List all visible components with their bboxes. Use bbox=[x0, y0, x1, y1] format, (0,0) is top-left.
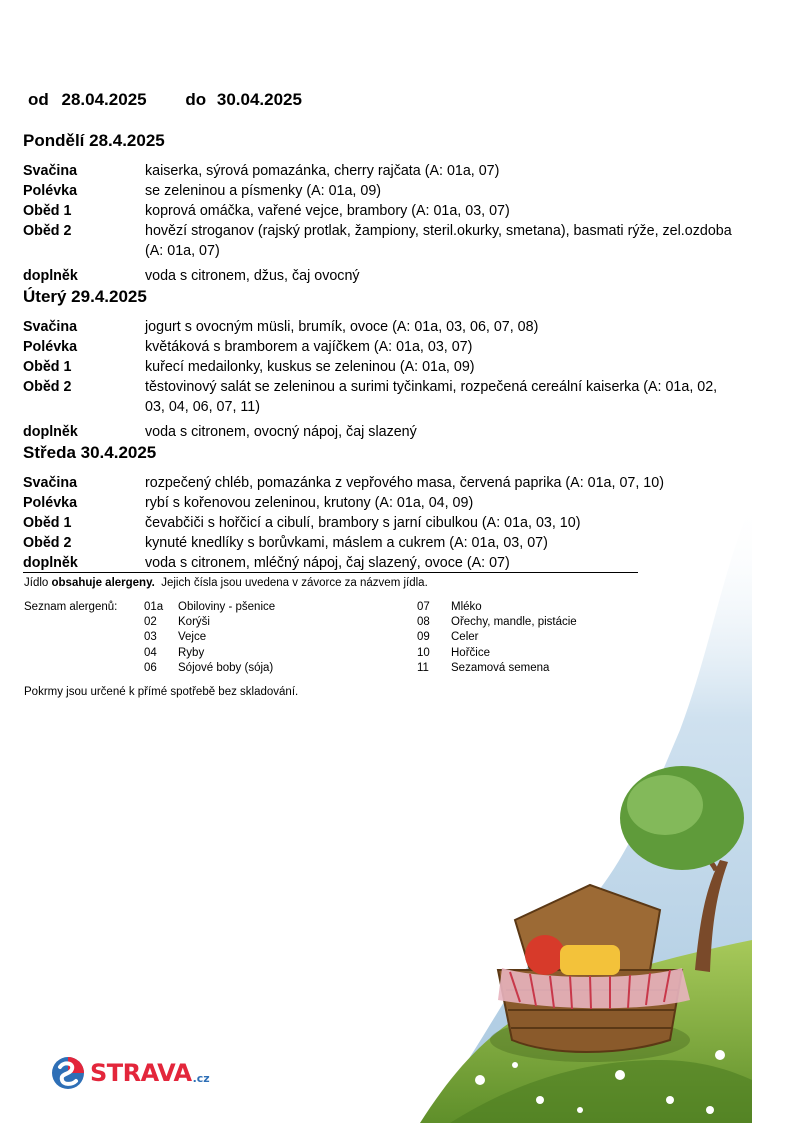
allergen-item bbox=[144, 646, 275, 661]
meal-text: čevabčiči s hořčicí a cibulí, brambory s jarní cibulkou (A: 01a, 03, 10) bbox=[145, 515, 581, 531]
allergen-item bbox=[144, 661, 275, 676]
day-monday bbox=[23, 131, 743, 286]
meal-label: Oběd 2 bbox=[23, 379, 72, 395]
meal-label: doplněk bbox=[23, 555, 78, 571]
meal-text: kaiserka, sýrová pomazánka, cherry rajčata (A: 01a, 07) bbox=[145, 163, 500, 179]
strava-logo bbox=[50, 1055, 210, 1091]
allergen-code: 01a bbox=[144, 601, 164, 613]
date-to-value: 30.04.2025 bbox=[216, 90, 302, 109]
allergen-note bbox=[24, 577, 428, 589]
meal-text: rozpečený chléb, pomazánka z vepřového masa, červená paprika (A: 01a, 07, 10) bbox=[145, 475, 664, 491]
meal-text: voda s citronem, džus, čaj ovocný bbox=[145, 268, 360, 284]
strava-logo-tld: .cz bbox=[192, 1071, 210, 1085]
meal-text: květáková s bramborem a vajíčkem (A: 01a, 03, 07) bbox=[145, 339, 473, 355]
allergen-code: 08 bbox=[417, 616, 430, 629]
meal-label: Svačina bbox=[23, 475, 78, 491]
allergen-name: Celer bbox=[451, 631, 479, 644]
date-range bbox=[28, 90, 302, 110]
basket bbox=[490, 885, 690, 1062]
allergen-name: Sójové boby (sója) bbox=[178, 661, 274, 674]
picnic-illustration bbox=[420, 500, 752, 1123]
allergen-note-rest: Jejich čísla jsou uvedena v závorce za názvem jídla. bbox=[154, 577, 428, 589]
allergen-name: Korýši bbox=[178, 616, 210, 629]
meal-text: těstovinový salát se zeleninou a surimi tyčinkami, rozpečená cereální kaiserka (A: 01a, 02, 03, 04, 06, 07, 11) bbox=[145, 379, 718, 415]
meal-label: Oběd 1 bbox=[23, 359, 72, 375]
tree-crown-light bbox=[627, 775, 703, 835]
allergen-note-bold: obsahuje alergeny. bbox=[51, 577, 155, 589]
allergen-code: 06 bbox=[144, 661, 157, 674]
allergen-name: Ryby bbox=[178, 646, 205, 659]
allergen-name: Mléko bbox=[451, 601, 482, 613]
day-title: Pondělí 28.4.2025 bbox=[23, 131, 165, 150]
meal-text: jogurt s ovocným müsli, brumík, ovoce (A: 01a, 03, 06, 07, 08) bbox=[145, 319, 539, 335]
meal-row-lunch-1 bbox=[23, 201, 743, 221]
meal-text: voda s citronem, ovocný nápoj, čaj slazený bbox=[145, 424, 417, 440]
meal-row-extra bbox=[23, 422, 743, 442]
allergen-item bbox=[144, 615, 275, 630]
meal-label: Oběd 1 bbox=[23, 203, 72, 219]
meal-row-lunch-1 bbox=[23, 357, 743, 377]
meal-row-snack bbox=[23, 317, 743, 337]
meal-text: kuřecí medailonky, kuskus se zeleninou (A: 01a, 09) bbox=[145, 359, 475, 375]
date-to-label: do bbox=[185, 90, 207, 109]
meal-text: koprová omáčka, vařené vejce, brambory (A: 01a, 03, 07) bbox=[145, 203, 510, 219]
meal-label: Polévka bbox=[23, 495, 78, 511]
meal-label: doplněk bbox=[23, 268, 78, 284]
day-tuesday bbox=[23, 287, 743, 442]
meal-label: Svačina bbox=[23, 319, 78, 335]
allergen-list-label: Seznam alergenů: bbox=[24, 601, 118, 613]
allergen-code: 10 bbox=[417, 646, 430, 659]
strava-logo-word: STRAVA bbox=[90, 1059, 192, 1087]
allergen-code: 07 bbox=[417, 601, 430, 613]
strava-logo-icon bbox=[50, 1055, 86, 1091]
allergen-code: 04 bbox=[144, 646, 157, 659]
allergen-note-prefix: Jídlo bbox=[24, 577, 52, 589]
meal-row-soup bbox=[23, 337, 743, 357]
allergen-name: Hořčice bbox=[451, 646, 490, 659]
allergen-item bbox=[144, 600, 275, 615]
day-title: Středa 30.4.2025 bbox=[23, 443, 157, 462]
meal-row-snack bbox=[23, 473, 743, 493]
allergen-item bbox=[144, 630, 275, 645]
allergen-code: 09 bbox=[417, 631, 430, 644]
meal-text: hovězí stroganov (rajský protlak, žampiony, steril.okurky, smetana), basmati rýže, zel.ozdoba (A: 01a, 07) bbox=[145, 223, 732, 259]
date-from-label: od bbox=[28, 90, 49, 109]
meal-text: kynuté knedlíky s borůvkami, máslem a cukrem (A: 01a, 03, 07) bbox=[145, 535, 548, 551]
allergen-name: Sezamová semena bbox=[451, 661, 550, 674]
date-from-value: 28.04.2025 bbox=[61, 90, 147, 109]
meal-label: Oběd 2 bbox=[23, 535, 72, 551]
meal-label: Polévka bbox=[23, 183, 78, 199]
day-title: Úterý 29.4.2025 bbox=[23, 287, 147, 306]
meal-text: voda s citronem, mléčný nápoj, čaj slazený, ovoce (A: 07) bbox=[145, 555, 510, 571]
meal-label: Oběd 1 bbox=[23, 515, 72, 531]
meal-label: Oběd 2 bbox=[23, 223, 72, 239]
meal-row-extra bbox=[23, 266, 743, 286]
allergen-column-1 bbox=[144, 600, 275, 676]
allergen-code: 02 bbox=[144, 616, 157, 629]
meal-text: rybí s kořenovou zeleninou, krutony (A: 01a, 04, 09) bbox=[145, 495, 474, 511]
meal-row-lunch-2 bbox=[23, 377, 743, 417]
meal-label: Svačina bbox=[23, 163, 78, 179]
allergen-name: Ořechy, mandle, pistácie bbox=[451, 616, 577, 629]
meal-row-snack bbox=[23, 161, 743, 181]
allergen-name: Vejce bbox=[178, 631, 207, 644]
meal-row-lunch-2 bbox=[23, 221, 743, 261]
allergen-code: 11 bbox=[417, 661, 429, 674]
meal-label: Polévka bbox=[23, 339, 78, 355]
allergen-name: Obiloviny - pšenice bbox=[178, 601, 276, 613]
allergen-code: 03 bbox=[144, 631, 157, 644]
storage-note: Pokrmy jsou určené k přímé spotřebě bez skladování. bbox=[24, 686, 299, 698]
meal-label: doplněk bbox=[23, 424, 78, 440]
meal-text: se zeleninou a písmenky (A: 01a, 09) bbox=[145, 183, 382, 199]
meal-row-soup bbox=[23, 181, 743, 201]
